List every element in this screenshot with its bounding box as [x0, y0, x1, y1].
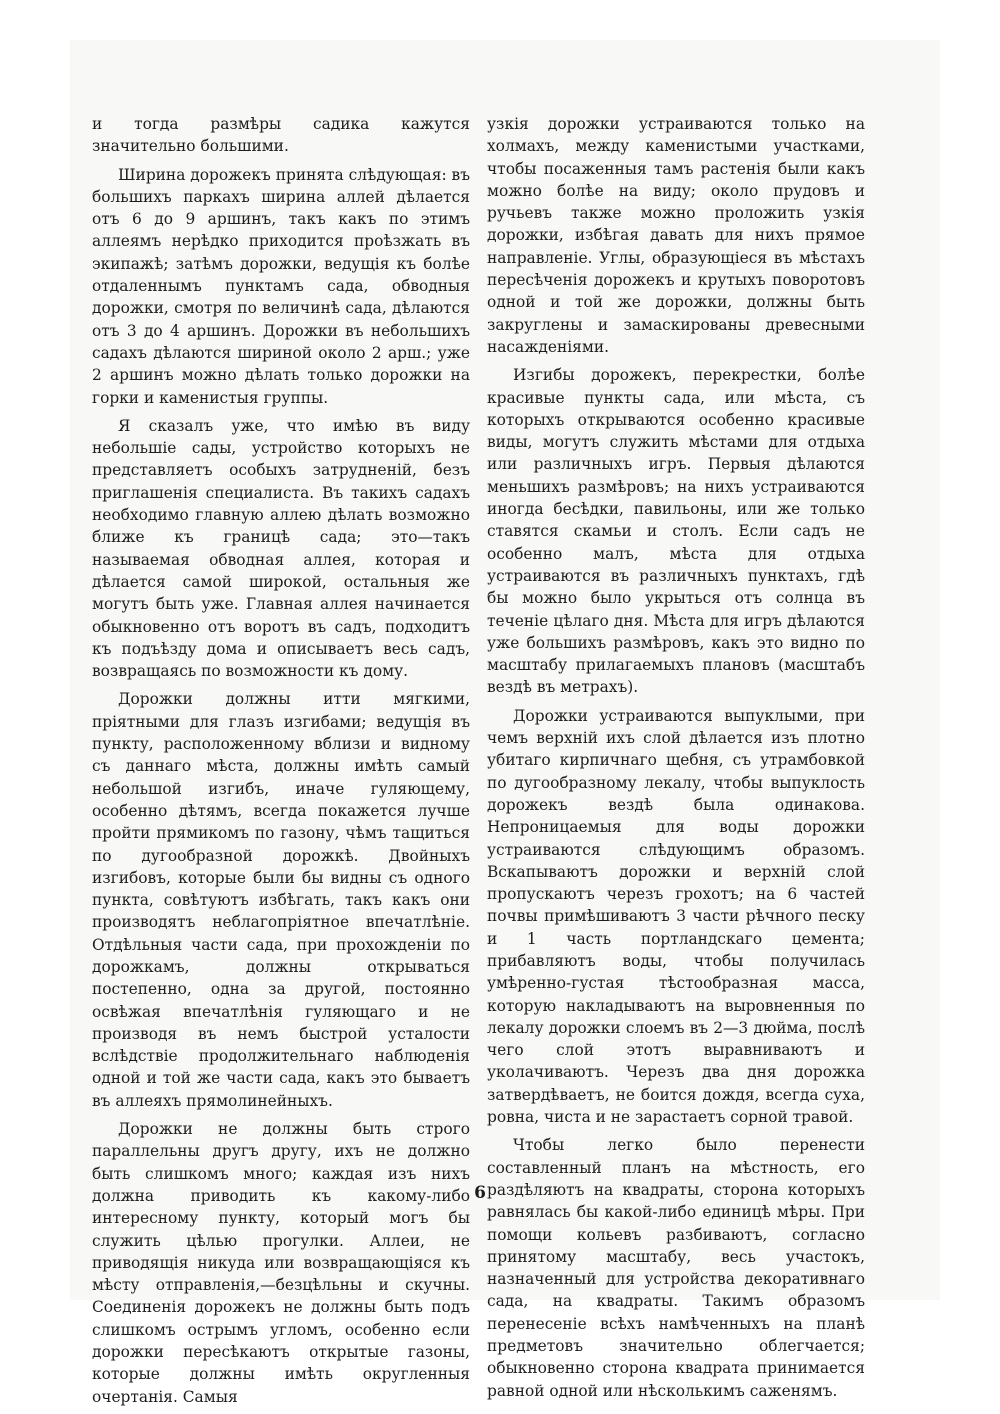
paragraph: Изгибы дорожекъ, перекрестки, болѣе красивые пункты сада, или мѣста, съ которыхъ открываются особенно красивые виды, могутъ служить мѣстами для отдыха или различныхъ игръ. Первыя дѣлаются меньшихъ размѣровъ; на нихъ устраиваются иногда бесѣдки, павильоны, или же только ставятся скамьи и столъ. Если садъ не особенно малъ, мѣста для отдыха устраиваются въ различныхъ пунктахъ, гдѣ бы можно было укрыться отъ солнца въ теченіе цѣлаго дня. Мѣста для игръ дѣлаются уже большихъ размѣровъ, какъ это видно по масштабу прилагаемыхъ плановъ (масштабъ вездѣ въ метрахъ).	[487, 366, 865, 697]
right-column	[487, 113, 865, 1408]
paragraph: Я сказалъ уже, что имѣю въ виду небольшіе сады, устройство которыхъ не представляетъ особыхъ затрудненій, безъ приглашенія специалиста. Въ такихъ садахъ необходимо главную аллею дѣлать возможно ближе къ границѣ сада; это—такъ называемая обводная аллея, которая и дѣлается самой широкой, остальныя же могутъ быть уже. Главная аллея начинается обыкновенно отъ воротъ въ садъ, подходитъ къ подъѣзду дома и описываетъ весь садъ, возвращаясь по возможности къ дому.	[92, 416, 470, 681]
paragraph: узкія дорожки устраиваются только на холмахъ, между каменистыми участками, чтобы посаженныя тамъ растенія были какъ можно болѣе на виду; около прудовъ и ручьевъ также можно проложить узкія дорожки, избѣгая давать для нихъ прямое направленіе. Углы, образующіеся въ мѣстахъ пересѣченія дорожекъ и крутыхъ поворотовъ одной и той же дорожки, должны быть закруглены и замаскированы древесными насажденіями.	[487, 115, 865, 356]
paragraph: Дорожки не должны быть строго параллельны другъ другу, ихъ не должно быть слишкомъ много; каждая изъ нихъ должна приводить къ какому-либо интересному пункту, который могъ бы служить цѣлью прогулки. Аллеи, не приводящія никуда или возвращающіяся къ мѣсту отправленія,—безцѣльны и скучны. Соединенія дорожекъ не должны быть подъ слишкомъ острымъ угломъ, особенно если дорожки пересѣкаютъ открытые газоны, которые должны имѣть округленныя очертанія. Самыя	[92, 1120, 470, 1406]
paragraph: Чтобы легко было перенести составленный планъ на мѣстность, его раздѣляютъ на квадраты, сторона которыхъ равнялась бы какой-либо единицѣ мѣры. При помощи кольевъ разбиваютъ, согласно принятому масштабу, весь участокъ, назначенный для устройства декоративнаго сада, на квадраты. Такимъ образомъ перенесеніе всѣхъ намѣченныхъ на планѣ предметовъ значительно облегчается; обыкновенно сторона квадрата принимается равной одной или нѣсколькимъ саженямъ.	[487, 1136, 865, 1400]
paragraph: Дорожки устраиваются выпуклыми, при чемъ верхній ихъ слой дѣлается изъ плотно убитаго кирпичнаго щебня, съ утрамбовкой по дугообразному лекалу, чтобы выпуклость дорожекъ вездѣ была одинакова. Непроницаемыя для воды дорожки устраиваются слѣдующимъ образомъ. Вскапываютъ дорожки и верхній слой пропускаютъ черезъ грохотъ; на 6 частей почвы примѣшиваютъ 3 части рѣчного песку и 1 часть портландскаго цемента; прибавляютъ воды, чтобы получилась умѣренно-густая тѣстообразная масса, которую накладываютъ на выровненныя по лекалу дорожки слоемъ въ 2—3 дюйма, послѣ чего слой этотъ выравниваютъ и уколачиваютъ. Черезъ два дня дорожка затвердѣваетъ, не боится дождя, всегда суха, ровна, чиста и не зарастаетъ сорной травой.	[487, 706, 865, 1127]
left-column	[92, 113, 470, 1414]
paragraph: Дорожки должны итти мягкими, пріятными для глазъ изгибами; ведущія въ пункту, расположенному вблизи и видному съ даннаго мѣста, должны имѣть самый небольшой изгибъ, иначе гуляющему, особенно дѣтямъ, всегда покажется лучше пройти прямикомъ по газону, чѣмъ тащиться по дугообразной дорожкѣ. Двойныхъ изгибовъ, которые были бы видны съ одного пункта, совѣтуютъ избѣгать, такъ какъ они производятъ неблагопріятное впечатлѣніе. Отдѣльныя части сада, при прохожденіи по дорожкамъ, должны открываться постепенно, одна за другой, постоянно освѣжая впечатлѣнія гуляющаго и не производя въ немъ быстрой усталости вслѣдствіе продолжительнаго наблюденія одной и той же части сада, какъ это бываетъ въ аллеяхъ прямолинейныхъ.	[92, 690, 470, 1110]
page-number: 6	[474, 1183, 486, 1203]
paragraph: и тогда размѣры садика кажутся значительно большими.	[92, 115, 470, 156]
paragraph: Ширина дорожекъ принята слѣдующая: въ большихъ паркахъ ширина аллей дѣлается отъ 6 до 9 аршинъ, такъ какъ по этимъ аллеямъ нерѣдко приходится проѣзжать въ экипажѣ; затѣмъ дорожки, ведущія къ болѣе отдаленнымъ пунктамъ сада, обводныя дорожки, смотря по величинѣ сада, дѣлаются отъ 3 до 4 аршинъ. Дорожки въ небольшихъ садахъ дѣлаются шириной около 2 арш.; уже 2 аршинъ можно дѣлать только дорожки на горки и каменистыя группы.	[92, 165, 470, 407]
